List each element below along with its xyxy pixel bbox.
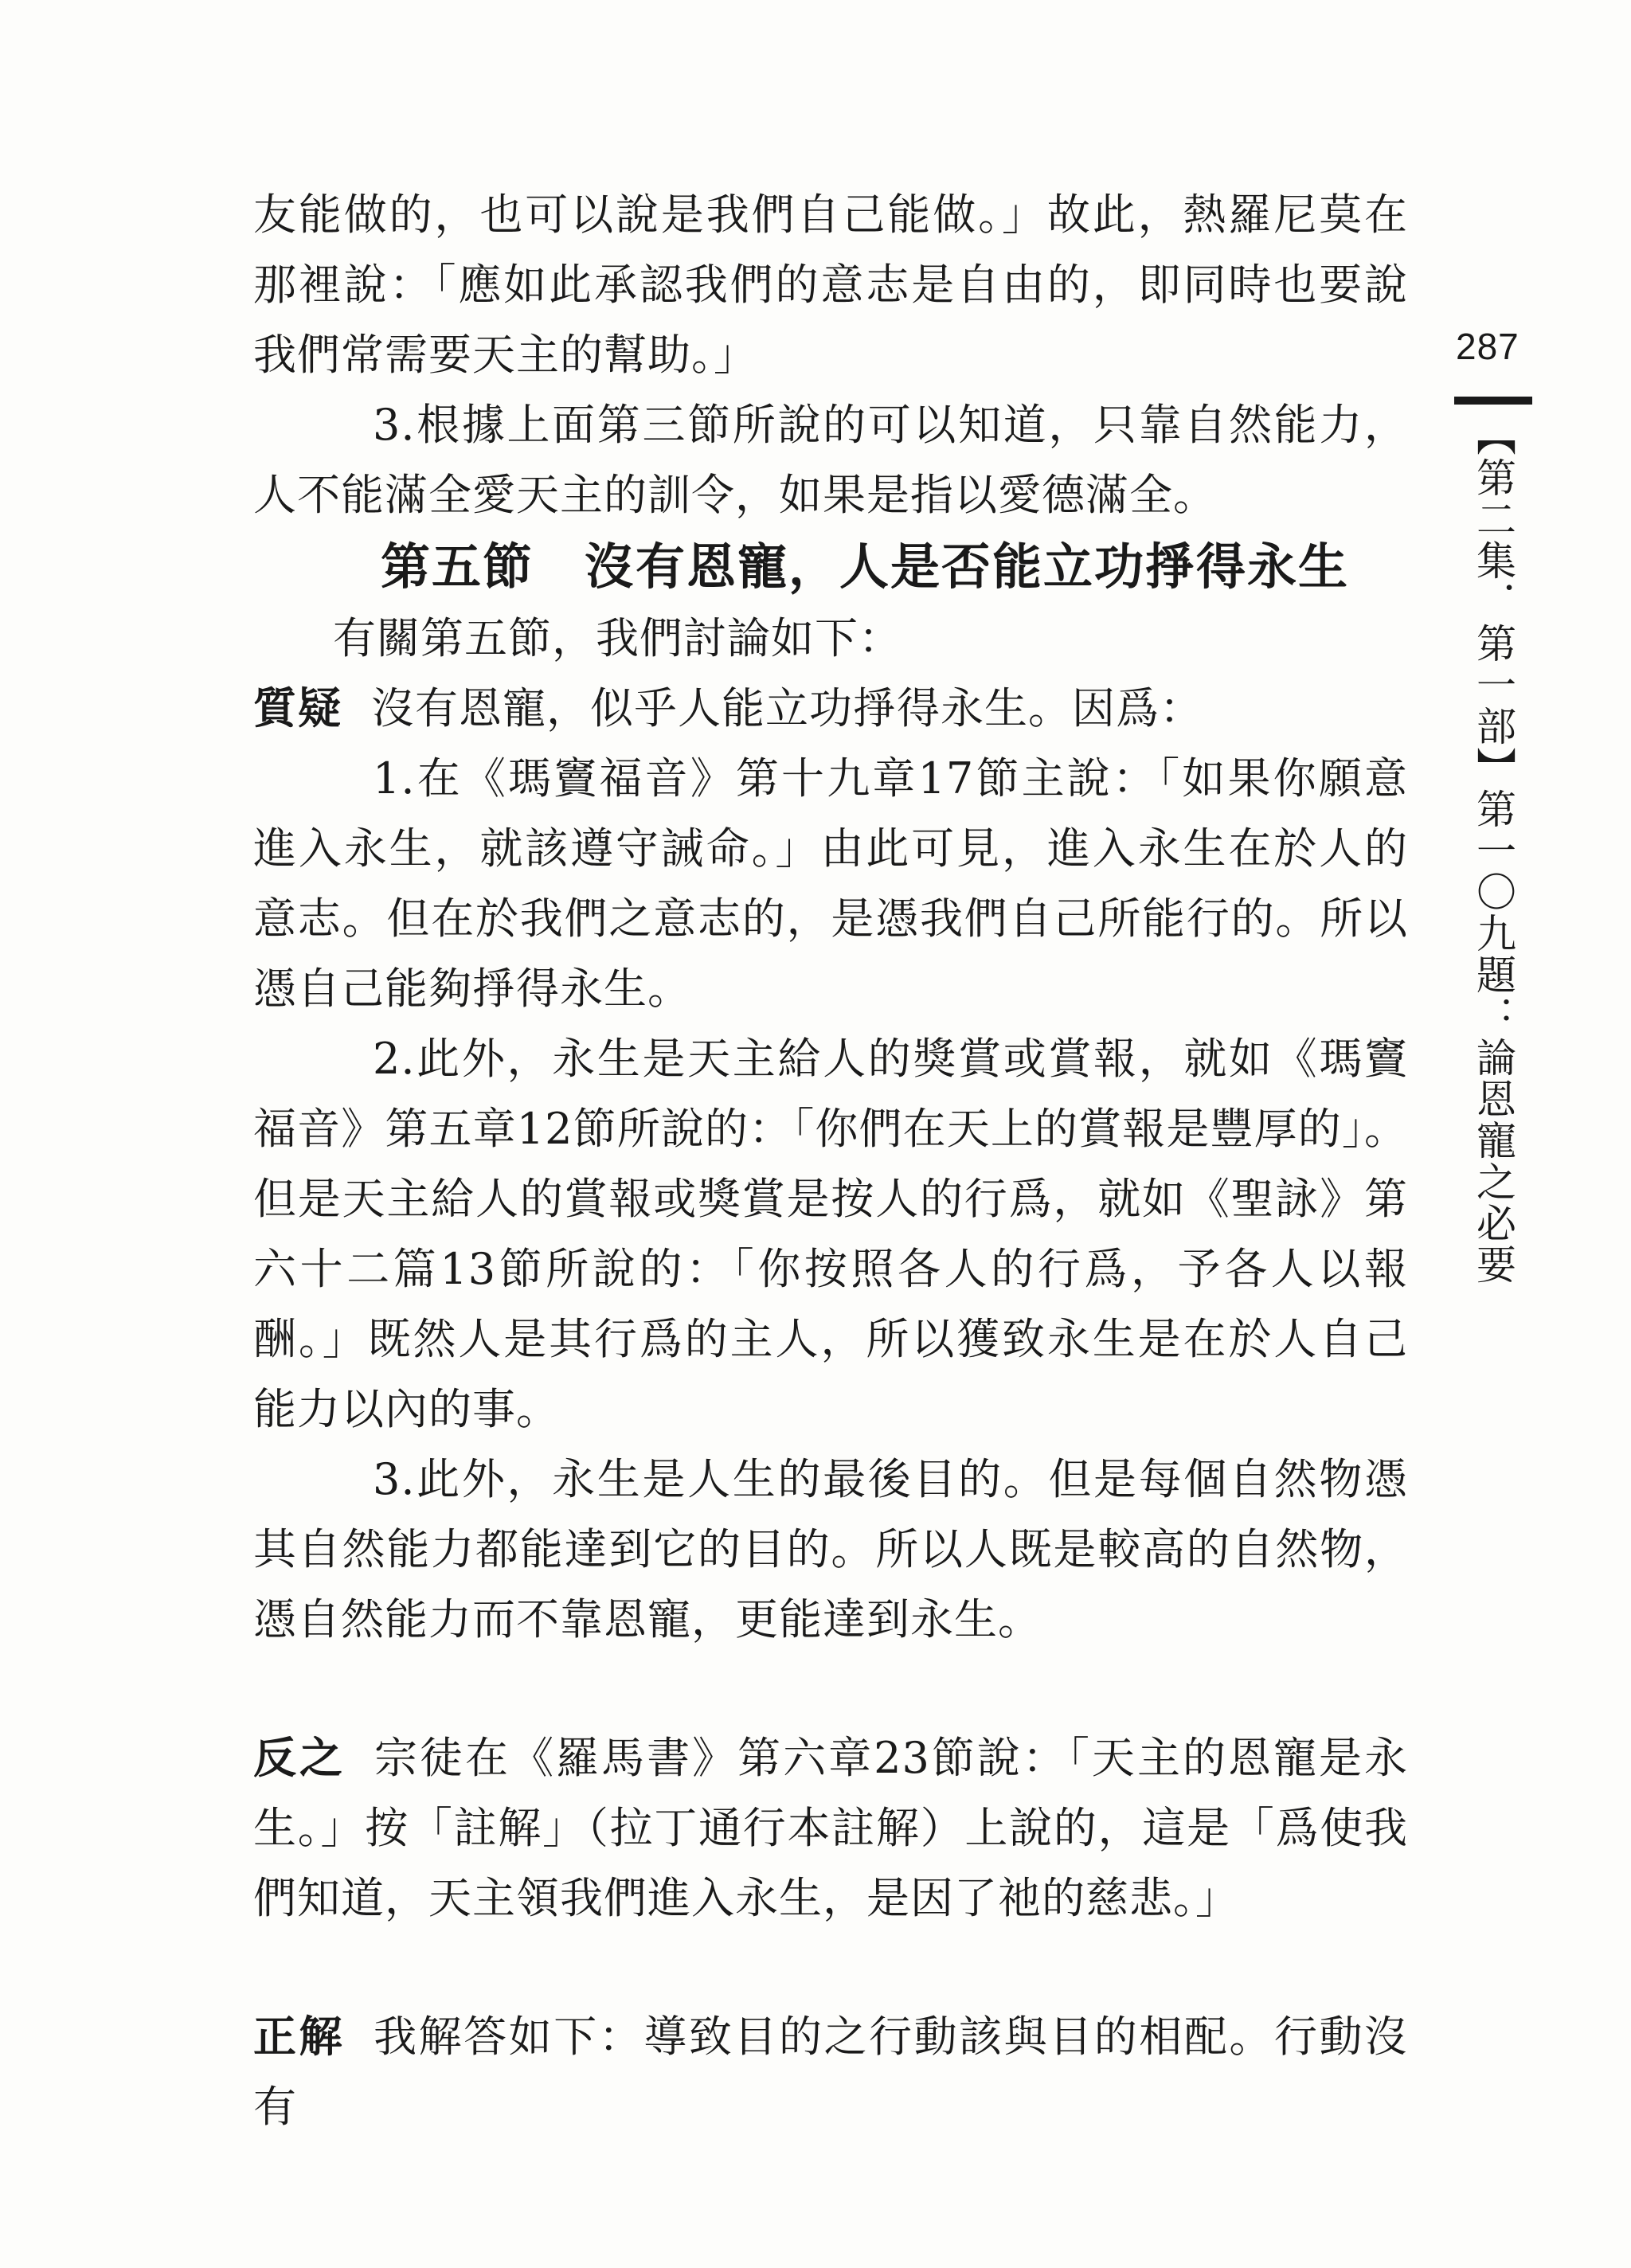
paragraph-continued: 友能做的，也可以說是我們自己能做。」故此，熱羅尼莫在那裡說：「應如此承認我們的意志是自由的，即同時也要說我們常需要天主的幫助。」 <box>253 190 1408 380</box>
paragraph-point-3: 3.根據上面第三節所說的可以知道，只靠自然能力，人不能滿全愛天主的訓令，如果是指以愛德滿全。 <box>253 400 1408 520</box>
answer-label: 正解 <box>253 2012 346 2062</box>
objection-2: 2.此外，永生是天主給人的獎賞或賞報，就如《瑪竇福音》第五章12節所說的：「你們在天上的賞報是豐厚的」。但是天主給人的賞報或獎賞是按人的行爲，就如《聖詠》第六十二篇13節所說的：「你按照各人的行爲，予各人以報酬。」既然人是其行爲的主人，所以獲致永生是在於人自己能力以內的事。 <box>253 1034 1408 1434</box>
section-heading: 第五節 沒有恩寵，人是否能立功掙得永生 <box>381 538 1350 596</box>
section-intro: 有關第五節，我們討論如下： <box>333 613 902 663</box>
side-rule <box>1454 397 1532 405</box>
objection-paragraph <box>253 674 1408 744</box>
contrary-label: 反之 <box>253 1733 346 1783</box>
objection-1: 1.在《瑪竇福音》第十九章17節主說：「如果你願意進入永生，就該遵守誡命。」由此可見，進入永生在於人的意志。但在於我們之意志的，是憑我們自己所能行的。所以憑自己能夠掙得永生。 <box>253 753 1408 1014</box>
contrary-text: 宗徒在《羅馬書》第六章23節說：「天主的恩寵是永生。」按「註解」（拉丁通行本註解）上說的，這是「爲使我們知道，天主領我們進入永生，是因了祂的慈悲。」 <box>253 1733 1408 1923</box>
answer-paragraph <box>253 2002 1408 2142</box>
running-title: 【第二集．第一部】第一〇九題：論恩寵之必要 <box>1470 416 1516 1285</box>
objection-label: 質疑 <box>253 683 342 733</box>
objection-text: 沒有恩寵，似乎人能立功掙得永生。因爲： <box>371 683 1203 733</box>
page-number: 287 <box>1456 326 1520 367</box>
body-text <box>253 180 1408 2142</box>
answer-text: 我解答如下：導致目的之行動該與目的相配。行動沒有 <box>253 2012 1409 2132</box>
objection-3: 3.此外，永生是人生的最後目的。但是每個自然物憑其自然能力都能達到它的目的。所以人既是較高的自然物，憑自然能力而不靠恩寵，更能達到永生。 <box>253 1454 1408 1644</box>
contrary-paragraph <box>253 1723 1408 1934</box>
